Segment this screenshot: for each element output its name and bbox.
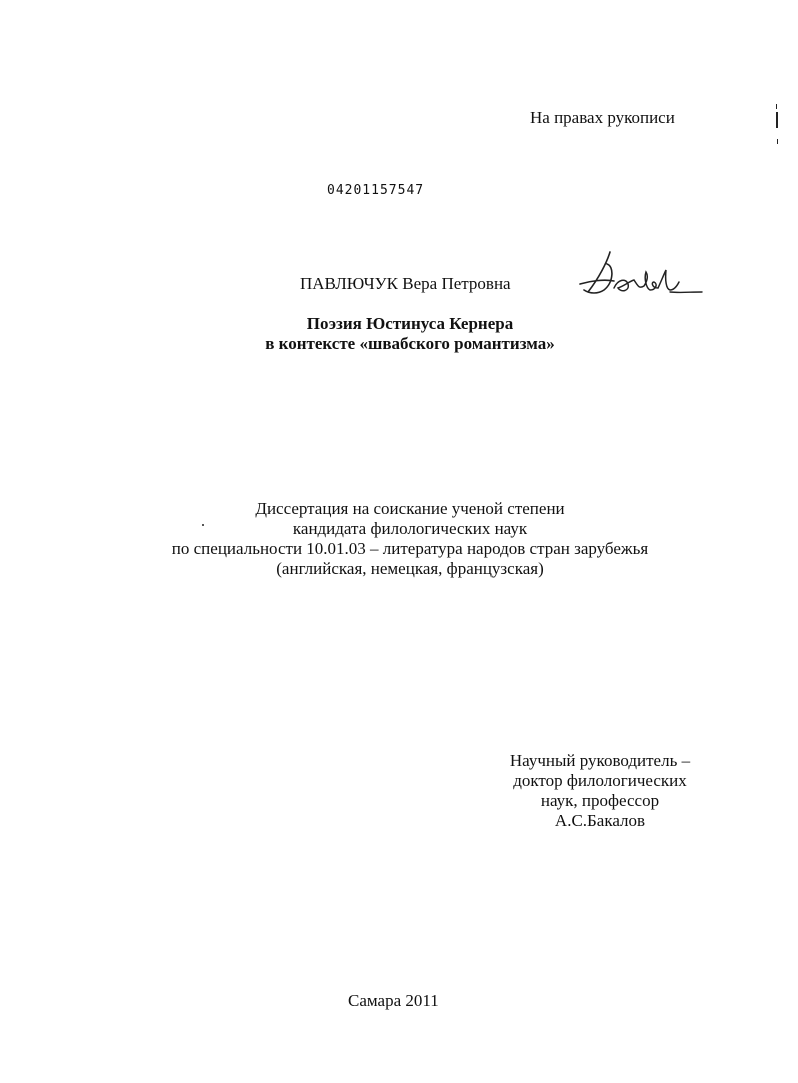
registry-number: 04201157547	[327, 183, 425, 198]
city-year: Самара 2011	[348, 991, 439, 1010]
supervisor-line-2: доктор филологических	[513, 771, 687, 790]
description-line-4: (английская, немецкая, французская)	[276, 559, 544, 578]
signature-image	[574, 248, 704, 304]
description-line-3: по специальности 10.01.03 – литература народов стран зарубежья	[171, 539, 649, 558]
description-line-1: Диссертация на соискание ученой степени	[255, 499, 565, 518]
scan-artifact	[776, 112, 778, 128]
scan-artifact	[202, 524, 204, 526]
supervisor-line-3: наук, профессор	[540, 791, 660, 810]
author-name: ПАВЛЮЧУК Вера Петровна	[300, 274, 511, 293]
dissertation-description	[120, 499, 700, 579]
supervisor-block	[470, 751, 730, 831]
title-line-2: в контексте «швабского романтизма»	[265, 334, 555, 353]
rights-notice: На правах рукописи	[530, 108, 675, 127]
title-line-1: Поэзия Юстинуса Кернера	[306, 314, 514, 333]
supervisor-line-4: А.С.Бакалов	[554, 811, 646, 830]
supervisor-line-1: Научный руководитель –	[509, 751, 691, 770]
scan-artifact	[777, 139, 778, 144]
scan-artifact	[776, 104, 777, 109]
description-line-2: кандидата филологических наук	[292, 519, 528, 538]
dissertation-title	[200, 314, 620, 354]
